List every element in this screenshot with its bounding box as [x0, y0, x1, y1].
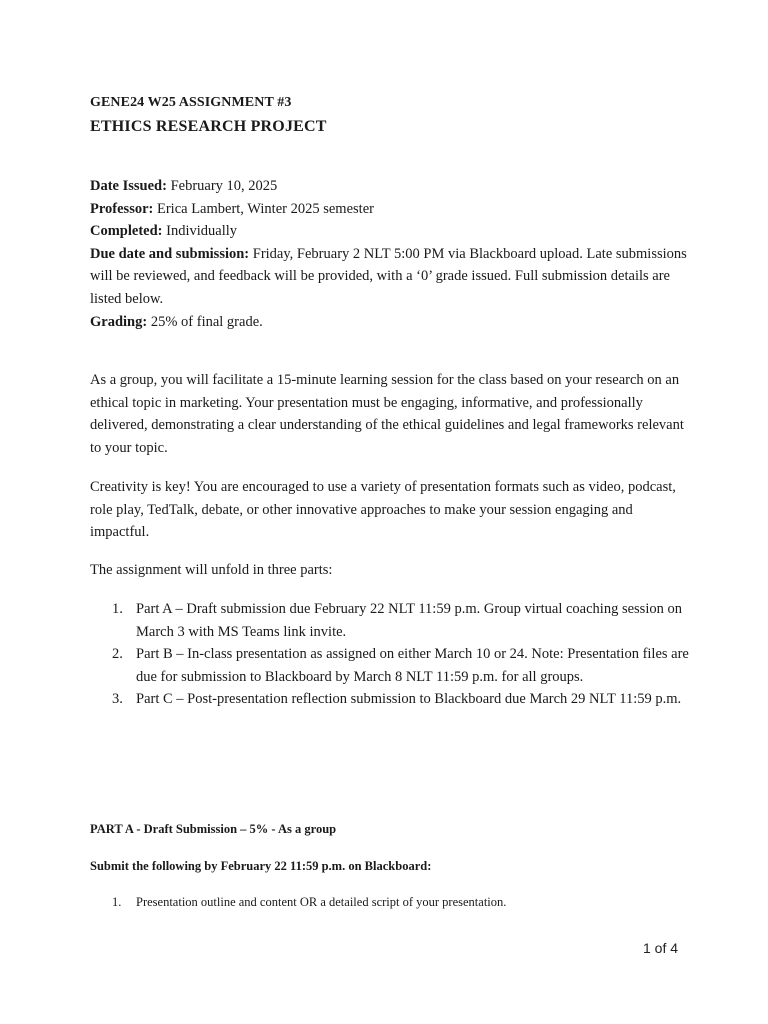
grading-row: Grading: 25% of final grade.: [90, 313, 263, 330]
creativity-paragraph: Creativity is key! You are encouraged to use a variety of presentation formats such as video, podcast, role play, TedTalk, debate, or other innovative approaches to make your session engaging and impactful.: [90, 479, 676, 541]
assignment-code: GENE24 W25 ASSIGNMENT #3: [90, 95, 292, 110]
parts-intro: The assignment will unfold in three parts:: [90, 562, 333, 578]
list-item: 2. Part B – In-class presentation as assigned on either March 10 or 24. Note: Presentation files are due for submission to Blackboard by March 8 NLT 11:59 p.m. for all groups.: [112, 646, 689, 685]
list-item: 3. Part C – Post-presentation reflection submission to Blackboard due March 29 NLT 11:59 p.m.: [112, 691, 682, 708]
due-date-row: Due date and submission: Friday, February 2 NLT 5:00 PM via Blackboard upload. Late submissions will be reviewed, and feedback will be provided, with a ‘0’ grade issued. Full submission details are listed below.: [90, 245, 687, 307]
parts-list: [90, 598, 696, 711]
intro-paragraph: As a group, you will facilitate a 15-minute learning session for the class based on your research on an ethical topic in marketing. Your presentation must be engaging, informative, and professionally delivered, demonstrating a clear understanding of the ethical guidelines and legal frameworks relevant to your topic.: [90, 372, 684, 456]
completed-row: Completed: Individually: [90, 223, 238, 240]
date-issued-row: Date Issued: February 10, 2025: [90, 178, 278, 194]
assignment-details: [90, 175, 690, 333]
assignment-title: ETHICS RESEARCH PROJECT: [90, 118, 327, 135]
part-a-subheading: Submit the following by February 22 11:59 p.m. on Blackboard:: [90, 859, 432, 873]
part-a-heading: PART A - Draft Submission – 5% - As a group: [90, 822, 337, 836]
page-indicator: 1 of 4: [643, 940, 679, 956]
list-item: 1. Part A – Draft submission due February 22 NLT 11:59 p.m. Group virtual coaching session on March 3 with MS Teams link invite.: [112, 601, 682, 640]
professor-row: Professor: Erica Lambert, Winter 2025 semester: [90, 200, 374, 217]
